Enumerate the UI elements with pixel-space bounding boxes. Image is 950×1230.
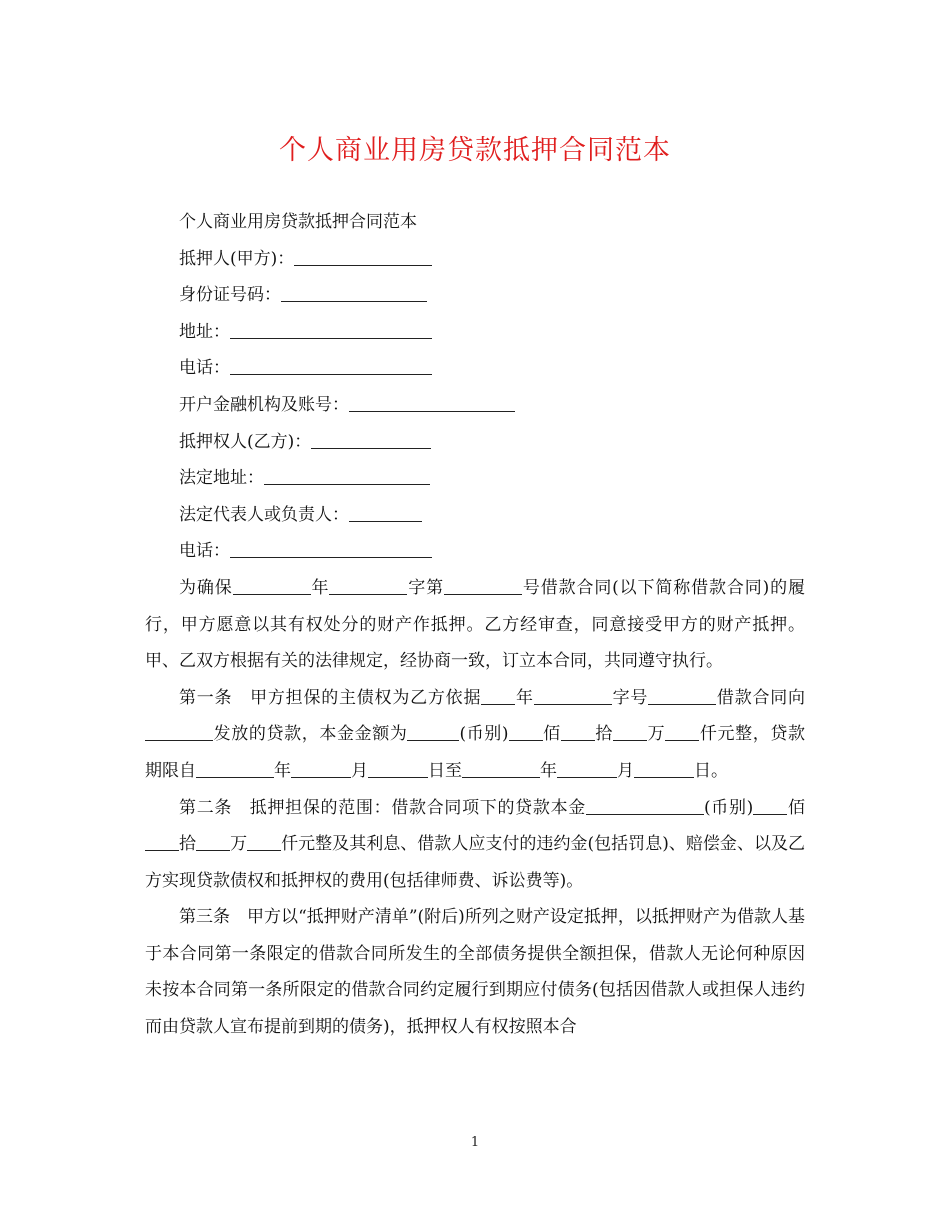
- field-phone: [145, 350, 805, 387]
- field-label: 电话：: [179, 541, 230, 562]
- fill-blank: [247, 830, 281, 851]
- fill-blank: [481, 684, 515, 705]
- subtitle-line: [145, 204, 805, 241]
- fill-blank: [264, 464, 430, 485]
- fill-blank: [648, 684, 716, 705]
- fill-blank: [557, 757, 617, 778]
- document-title: 个人商业用房贷款抵押合同范本: [279, 135, 671, 166]
- field-address: [145, 314, 805, 351]
- fill-blank: [444, 574, 522, 595]
- document-body: [145, 204, 805, 1046]
- article-2: 第二条 抵押担保的范围：借款合同项下的贷款本金 (币别) 佰拾 万 仟元整及其利息、借款人应支付的违约金(包括罚息)、赔偿金、以及乙方实现贷款债权和抵押权的费用(包括律师费、诉讼费等)。: [145, 790, 805, 900]
- fill-blank: [329, 574, 407, 595]
- fill-blank: [233, 574, 311, 595]
- field-label: 身份证号码：: [179, 285, 281, 306]
- fill-blank: [196, 757, 274, 778]
- preamble-paragraph: 为确保 年 字第 号借款合同(以下简称借款合同)的履行，甲方愿意以其有权处分的财产作抵押。乙方经审查，同意接受甲方的财产抵押。甲、乙双方根据有关的法律规定，经协商一致，订立本合同，共同遵守执行。: [145, 570, 805, 680]
- fill-blank: [753, 794, 787, 815]
- field-legal-address: [145, 460, 805, 497]
- field-phone-2: [145, 533, 805, 570]
- fill-blank: [230, 537, 432, 558]
- fill-blank: [311, 428, 431, 449]
- fill-blank: [145, 720, 213, 741]
- fill-blank: [368, 757, 428, 778]
- fill-blank: [634, 757, 694, 778]
- fill-blank: [281, 281, 427, 302]
- fill-blank: [613, 720, 647, 741]
- field-label: 法定代表人或负责人：: [179, 504, 349, 525]
- fill-blank: [534, 684, 612, 705]
- subtitle-text: 个人商业用房贷款抵押合同范本: [179, 212, 417, 232]
- fill-blank: [145, 830, 179, 851]
- field-label: 电话：: [179, 358, 230, 379]
- fill-blank: [349, 501, 422, 522]
- field-legal-representative: [145, 497, 805, 534]
- fill-blank: [586, 794, 704, 815]
- field-id-number: [145, 277, 805, 314]
- fill-blank: [407, 720, 459, 741]
- fill-blank: [196, 830, 230, 851]
- fill-blank: [462, 757, 540, 778]
- article-3: 第三条 甲方以“抵押财产清单”(附后)所列之财产设定抵押，以抵押财产为借款人基于本合同第一条限定的借款合同所发生的全部债务提供全额担保，借款人无论何种原因未按本合同第一条所限定的借款合同约定履行到期应付债务(包括因借款人或担保人违约而由贷款人宣布提前到期的债务)，抵押权人有权按照本合: [145, 907, 805, 1038]
- field-label: 抵押权人(乙方)：: [179, 431, 312, 452]
- page-number: 1: [470, 1135, 480, 1150]
- fill-blank: [509, 720, 543, 741]
- field-bank-account: [145, 387, 805, 424]
- fill-blank: [230, 354, 432, 375]
- field-mortgagee: [145, 424, 805, 461]
- fill-blank: [291, 757, 351, 778]
- fill-blank: [230, 318, 432, 339]
- field-label: 开户金融机构及账号：: [179, 394, 349, 415]
- field-mortgagor: [145, 241, 805, 278]
- fill-blank: [294, 245, 432, 266]
- field-label: 抵押人(甲方)：: [179, 248, 295, 269]
- fill-blank: [349, 391, 515, 412]
- fill-blank: [665, 720, 699, 741]
- article-1: 第一条 甲方担保的主债权为乙方依据 年 字号 借款合同向发放的贷款，本金金额为 (币别) 佰 拾 万 仟元整，贷款期限自 年 月 日至 年 月 日。: [145, 680, 805, 790]
- field-label: 地址：: [179, 321, 230, 342]
- field-label: 法定地址：: [179, 468, 264, 489]
- fill-blank: [561, 720, 595, 741]
